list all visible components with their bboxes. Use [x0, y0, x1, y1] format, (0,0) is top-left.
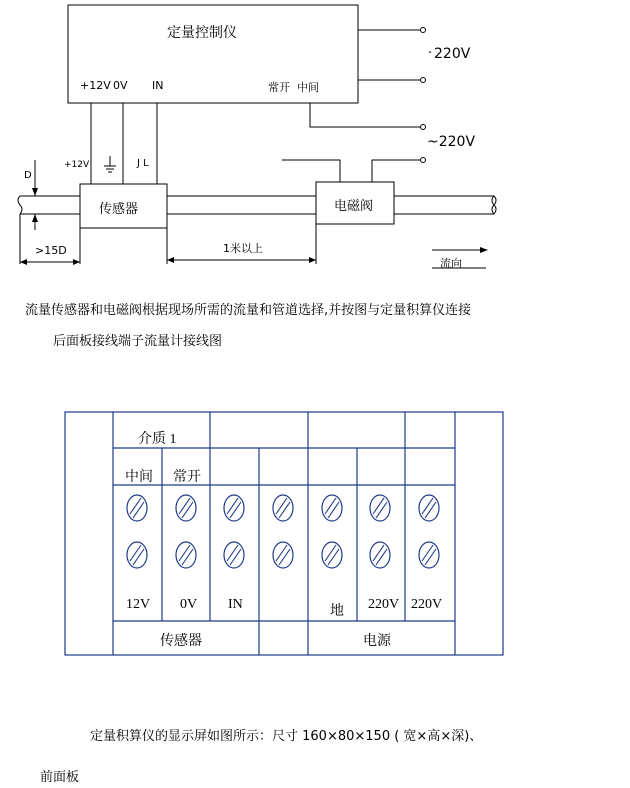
- panel-medium-label: 介质 1: [138, 432, 177, 447]
- power-bottom-label: ~220V: [427, 134, 476, 150]
- power-terminal-1: [421, 28, 426, 33]
- controller-title: 定量控制仪: [167, 25, 237, 41]
- group-power-label: 电源: [363, 633, 391, 649]
- screw-terminal-r2-c1: [126, 541, 148, 569]
- screw-terminal-r1-c3: [223, 494, 245, 522]
- rear-panel-grid: [65, 412, 503, 655]
- flow-label: 流向: [440, 257, 462, 270]
- dim-1m-arrow-right: [309, 257, 316, 263]
- screw-terminal-r1-c2: [175, 494, 197, 522]
- valve-label: 电磁阀: [334, 199, 374, 214]
- terminal-label-ground: 地: [330, 603, 344, 619]
- screw-terminal-r1-c5: [321, 494, 343, 522]
- terminal-label-in: IN: [228, 597, 243, 612]
- controller-terminal-12v: +12V: [80, 79, 111, 92]
- valve-wire-1: [282, 160, 340, 182]
- controller-terminal-com: 中间: [297, 81, 319, 94]
- screw-terminal-r1-c7: [418, 494, 440, 522]
- group-sensor-label: 传感器: [160, 633, 202, 649]
- distance-after-label: 1米以上: [223, 242, 263, 255]
- controller-terminal-no: 常开: [268, 81, 290, 94]
- dim-1m-arrow-left: [167, 257, 174, 263]
- screw-terminal-r1-c4: [272, 494, 294, 522]
- pipe-break-left: [18, 196, 22, 214]
- distance-before-label: >15D: [35, 244, 67, 257]
- power-terminal-2: [421, 78, 426, 83]
- caption-rear-panel: 后面板接线端子流量计接线图: [53, 334, 223, 349]
- diameter-label: D: [24, 170, 32, 181]
- power-terminal-4: [421, 158, 426, 163]
- terminal-label-220v-2: 220V: [411, 597, 443, 612]
- screw-terminal-r1-c6: [369, 494, 391, 522]
- screw-terminal-r1-c1: [126, 494, 148, 522]
- power-wire-bottom-1: [310, 103, 420, 127]
- panel-header-com: 中间: [125, 469, 153, 485]
- flow-arrowhead: [480, 247, 488, 253]
- dim-15d-arrow-right: [73, 259, 80, 265]
- caption-connection: 流量传感器和电磁阀根据现场所需的流量和管道选择,并按图与定量积算仪连接: [25, 303, 472, 318]
- sensor-term-12v: +12V: [64, 160, 90, 170]
- controller-terminal-0v: 0V: [113, 79, 128, 92]
- valve-wire-2: [372, 160, 420, 182]
- panel-header-no: 常开: [173, 469, 201, 485]
- screw-terminal-r2-c4: [272, 541, 294, 569]
- sensor-label: 传感器: [99, 202, 139, 217]
- power-prefix: ·: [428, 46, 433, 61]
- dim-d-arrow-bottom: [32, 214, 38, 222]
- power-top-label: 220V: [434, 46, 471, 62]
- screw-terminal-r2-c5: [321, 541, 343, 569]
- dim-d-arrow-top: [32, 188, 38, 196]
- screw-terminal-r2-c6: [369, 541, 391, 569]
- dim-15d-arrow-left: [20, 259, 27, 265]
- caption-display-size: 定量积算仪的显示屏如图所示：尺寸 160×80×150 ( 宽×高×深)、: [90, 729, 483, 744]
- terminal-label-0v: 0V: [180, 597, 198, 612]
- screw-terminal-r2-c3: [223, 541, 245, 569]
- screw-terminal-r2-c7: [418, 541, 440, 569]
- power-terminal-3: [421, 125, 426, 130]
- terminal-label-12v: 12V: [126, 597, 151, 612]
- caption-front-panel: 前面板: [40, 770, 80, 785]
- terminal-label-220v-1: 220V: [368, 597, 400, 612]
- screw-terminal-r2-c2: [175, 541, 197, 569]
- sensor-term-in: J L: [137, 158, 149, 169]
- controller-terminal-in: IN: [152, 79, 164, 92]
